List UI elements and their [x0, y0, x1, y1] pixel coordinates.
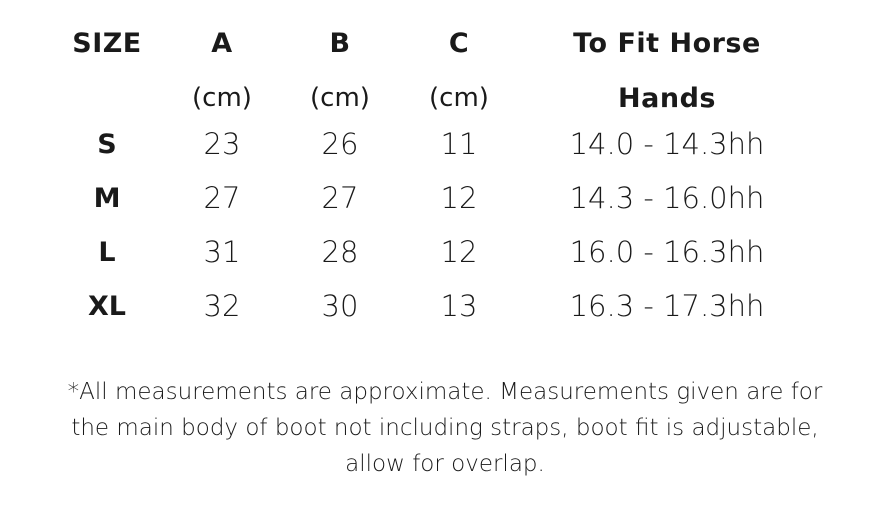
header-b: B	[329, 28, 351, 59]
unit-fit: Hands	[618, 83, 716, 114]
footnote-line: *All measurements are approximate. Measurements given are for	[67, 379, 823, 405]
row-c-value: 12	[440, 235, 478, 269]
row-c-value: 11	[440, 127, 478, 161]
row-a-value: 32	[203, 289, 241, 323]
unit-b: (cm)	[310, 83, 370, 113]
footnote-line: allow for overlap.	[345, 451, 545, 477]
row-size-label: S	[97, 129, 117, 160]
measurement-footnote	[0, 374, 890, 482]
row-a-value: 31	[203, 235, 241, 269]
row-fit-value: 14.3 - 16.0hh	[569, 181, 765, 215]
unit-c: (cm)	[429, 83, 489, 113]
row-b-value: 30	[321, 289, 359, 323]
row-a-value: 23	[203, 127, 241, 161]
row-b-value: 28	[321, 235, 359, 269]
row-fit-value: 16.0 - 16.3hh	[569, 235, 765, 269]
row-fit-value: 14.0 - 14.3hh	[569, 127, 765, 161]
row-size-label: M	[93, 183, 121, 214]
unit-a: (cm)	[192, 83, 252, 113]
header-c: C	[448, 28, 470, 59]
row-fit-value: 16.3 - 17.3hh	[569, 289, 765, 323]
row-size-label: XL	[87, 291, 127, 322]
row-a-value: 27	[203, 181, 241, 215]
row-c-value: 12	[440, 181, 478, 215]
row-size-label: L	[98, 237, 116, 268]
header-a: A	[211, 28, 233, 59]
footnote-line: the main body of boot not including straps, boot fit is adjustable,	[71, 415, 819, 441]
row-b-value: 26	[321, 127, 359, 161]
row-b-value: 27	[321, 181, 359, 215]
header-fit: To Fit Horse	[573, 28, 761, 59]
header-size: SIZE	[72, 28, 142, 59]
row-c-value: 13	[440, 289, 478, 323]
